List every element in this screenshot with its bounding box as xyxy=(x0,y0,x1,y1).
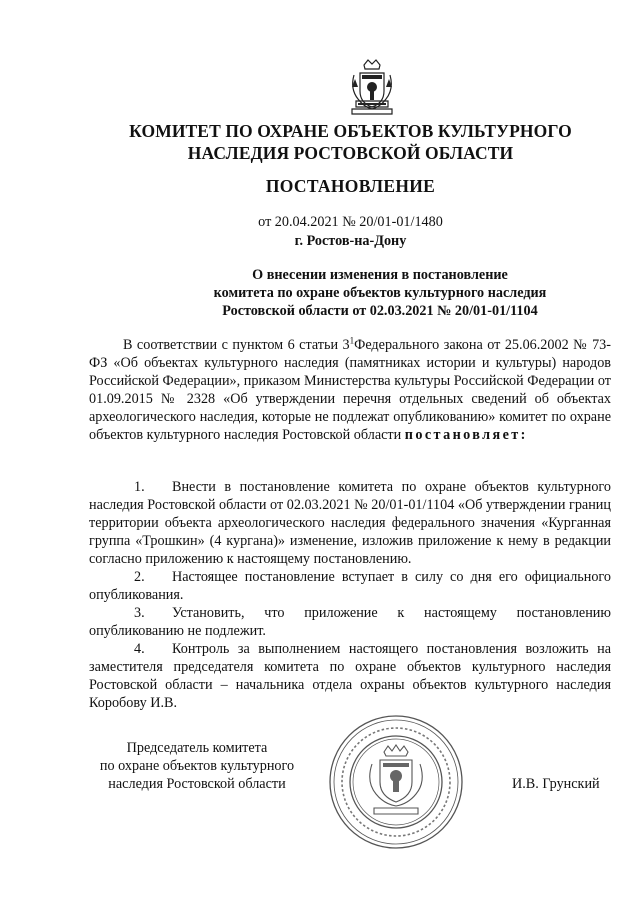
item-number: 2. xyxy=(134,569,145,585)
official-seal-icon xyxy=(326,712,466,852)
item-text: Настоящее постановление вступает в силу со дня его официального опубликования. xyxy=(89,569,611,603)
subject-line-1: О внесении изменения в постановление xyxy=(252,267,508,283)
resolution-item xyxy=(89,478,611,568)
signatory-position xyxy=(88,739,306,793)
item-number: 1. xyxy=(134,479,145,495)
preamble-text-1: В соответствии с пунктом 6 статьи 3 xyxy=(123,337,350,353)
preamble-text-2: Федерального закона от 25.06.2002 № 73-ФЗ «Об объектах культурного наследия (памятниках истории и культуры) народов Российской Федерации», приказом Министерства культуры Российской Федерации от 01.09.2015 № 2328 «Об утверждении перечня отдельных сведений об объектах археологического наследия, которые не подлежат опубликованию» комитет по охране объектов культурного наследия Ростовской области xyxy=(89,337,611,443)
signatory-position-line-1: Председатель комитета xyxy=(126,740,268,756)
item-text: Контроль за выполнением настоящего постановления возложить на заместителя председателя комитета по охране объектов культурного наследия Ростовской области – начальника отдела охраны объектов культурного наследия Коробову И.В. xyxy=(89,641,611,711)
organization-title-line-2: НАСЛЕДИЯ РОСТОВСКОЙ ОБЛАСТИ xyxy=(187,143,514,163)
document-type: ПОСТАНОВЛЕНИЕ xyxy=(265,176,436,196)
item-text: Установить, что приложение к настоящему постановлению опубликованию не подлежит. xyxy=(89,605,611,639)
resolution-item xyxy=(89,568,611,604)
resolution-items xyxy=(89,478,611,712)
signatory-position-line-3: наследия Ростовской области xyxy=(108,776,286,792)
organization-title xyxy=(88,120,613,164)
signatory-position-line-2: по охране объектов культурного xyxy=(99,758,295,774)
resolves-word: постановляет: xyxy=(404,427,528,443)
resolution-item xyxy=(89,604,611,640)
document-subject xyxy=(150,266,610,320)
subject-line-2: комитета по охране объектов культурного наследия xyxy=(213,285,547,301)
document-city: г. Ростов-на-Дону xyxy=(294,233,407,249)
item-number: 3. xyxy=(134,605,145,621)
document-date-number: от 20.04.2021 № 20/01-01/1480 xyxy=(258,214,443,230)
coat-of-arms-icon xyxy=(346,57,398,117)
signatory-name: И.В. Грунский xyxy=(512,776,600,792)
organization-title-line-1: КОМИТЕТ ПО ОХРАНЕ ОБЪЕКТОВ КУЛЬТУРНОГО xyxy=(129,121,572,141)
preamble xyxy=(89,336,611,444)
preamble-superscript: 1 xyxy=(349,335,355,346)
subject-line-3: Ростовской области от 02.03.2021 № 20/01-01/1104 xyxy=(222,303,538,319)
resolution-item xyxy=(89,640,611,712)
item-text: Внести в постановление комитета по охране объектов культурного наследия Ростовской области от 02.03.2021 № 20/01-01/1104 «Об утверждении границ территории объекта археологического наследия федерального значения «Курганная группа «Трошкин» (4 кургана)» изменение, изложив приложение к нему в редакции согласно приложению к настоящему постановлению. xyxy=(89,479,611,567)
item-number: 4. xyxy=(134,641,145,657)
preamble-paragraph xyxy=(89,336,611,444)
